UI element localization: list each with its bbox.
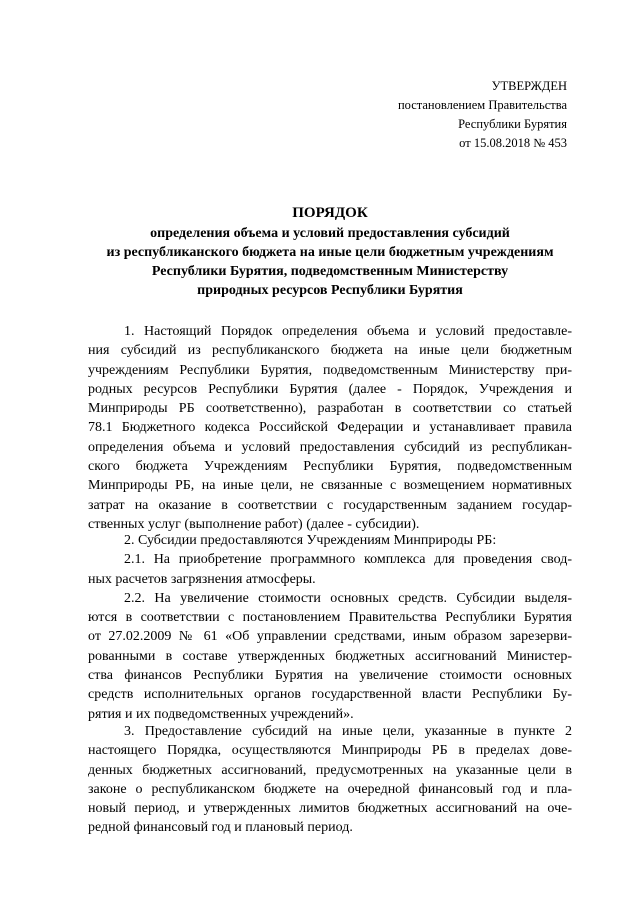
text-line: ственных услуг (выполнение работ) (далее - субсидии). — [88, 516, 420, 532]
text-line: рованными в составе утвержденных бюджетных ассигнований Министер- — [88, 648, 572, 664]
approval-heading: УТВЕРЖДЕН — [491, 79, 567, 93]
approval-date: от 15.08.2018 № 453 — [459, 136, 567, 150]
text-line: ются в соответствии с постановлением Правительства Республики Бурятия — [88, 610, 572, 626]
title-line: из республиканского бюджета на иные цели бюджетным учреждениям — [106, 245, 554, 260]
title-line: природных ресурсов Республики Бурятия — [197, 283, 463, 298]
text-line: Минприроды РБ соответственно), разработан в соответствии со статьей — [88, 401, 572, 417]
paragraph-2 — [88, 531, 572, 724]
text-line: учреждениям Республики Бурятия, подведомственным Министерству при- — [88, 362, 572, 378]
text-line: новый период, и утвержденных лимитов бюджетных ассигнований на оче- — [88, 801, 572, 817]
text-line: родных ресурсов Республики Бурятия (далее - Порядок, Учреждения и — [88, 381, 572, 397]
text-line: Минприроды РБ, на иные цели, не связанные с возмещением нормативных — [88, 478, 572, 494]
text-line: затрат на оказание в соответствии с государственным заданием государ- — [88, 497, 572, 513]
text-line: ных расчетов загрязнения атмосферы. — [88, 571, 316, 587]
text-line: 2.2. На увеличение стоимости основных средств. Субсидии выделя- — [124, 590, 572, 606]
text-line: редной финансовый год и плановый период. — [88, 820, 353, 836]
text-line: ния субсидий из республиканского бюджета на иные цели бюджетным — [88, 343, 572, 359]
text-line: средств исполнительных органов государственной власти Республики Бу- — [88, 687, 572, 703]
text-line: ства финансов Республики Бурятия на увеличение стоимости основных — [88, 668, 572, 684]
text-line: 3. Предоставление субсидий на иные цели, указанные в пункте 2 — [124, 724, 572, 739]
text-line: ского бюджета Учреждениям Республики Бурятия, подведомственным — [88, 459, 572, 475]
text-line: от 27.02.2009 № 61 «Об управлении средствами, иным образом зарезерви- — [88, 629, 572, 645]
title-line: определения объема и условий предоставления субсидий — [150, 226, 510, 241]
text-line: 78.1 Бюджетного кодекса Российской Федерации и устанавливает правила — [88, 420, 572, 436]
text-line: денных бюджетных ассигнований, предусмотренных на указанные цели в — [88, 762, 572, 778]
approval-line: постановлением Правительства — [397, 98, 567, 112]
approval-stamp — [398, 77, 567, 153]
title-line: Республики Бурятия, подведомственным Министерству — [151, 264, 509, 279]
document-title — [60, 204, 600, 300]
paragraph-1 — [88, 322, 572, 534]
text-line: 1. Настоящий Порядок определения объема и условий предоставле- — [124, 324, 572, 339]
approval-line: Республики Бурятия — [458, 117, 567, 131]
title-heading: ПОРЯДОК — [292, 205, 368, 221]
text-line: 2. Субсидии предоставляются Учреждениям Минприроды РБ: — [124, 533, 497, 548]
text-line: определения объема и условий предоставления субсидий из республикан- — [88, 439, 572, 455]
text-line: 2.1. На приобретение программного комплекса для проведения свод- — [124, 552, 572, 568]
text-line: рятия и их подведомственных учреждений». — [88, 706, 354, 722]
paragraph-3 — [88, 722, 572, 838]
text-line: настоящего Порядка, осуществляются Минприроды РБ в пределах дове- — [88, 743, 572, 759]
text-line: законе о республиканском бюджете на очередной финансовый год и пла- — [88, 781, 572, 797]
